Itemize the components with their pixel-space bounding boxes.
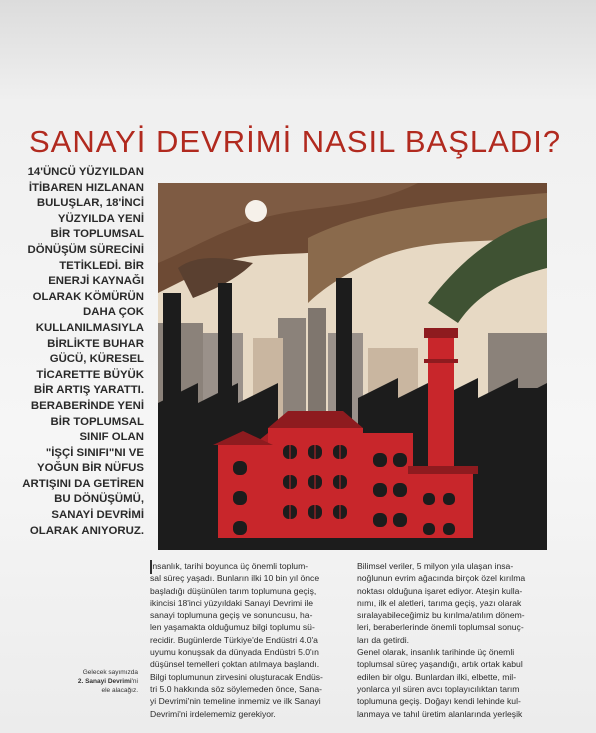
body-line: lanmaya ve tahıl üretim alanlarında yerleşik xyxy=(357,708,523,719)
body-line: Bilgi toplumunun zirvesini oluşturacak Endüs- xyxy=(150,671,323,682)
body-line: ları da getirdi. xyxy=(357,634,410,645)
intro-line: BİR ARTIŞ YARATTI. xyxy=(33,384,144,397)
intro-line: TETİKLEDİ. BİR xyxy=(59,259,144,272)
intro-line: DÖNÜŞÜM SÜRECİNİ xyxy=(27,243,144,256)
body-line: yonlarca yıl süren avcı toplayıcılıktan tarım xyxy=(357,683,520,694)
intro-line: İTİBAREN HIZLANAN xyxy=(28,181,144,194)
caption-suffix: 'ni xyxy=(131,678,138,685)
intro-line: BERABERİNDE YENİ xyxy=(30,399,144,412)
intro-line: OLARAK KÖMÜRÜN xyxy=(32,290,144,303)
intro-line: ARTIŞINI DA GETİREN xyxy=(22,477,144,490)
intro-line: ENERJİ KAYNAĞI xyxy=(48,275,144,288)
body-line: nımı, ilk el aletleri, tarıma geçiş, yazı olarak xyxy=(357,597,522,608)
intro-line: SINIF OLAN xyxy=(79,431,144,444)
body-line: noktası olduğuna işaret ediyor. Ateşin kulla- xyxy=(357,585,523,596)
body-line: len yaşamakta olduğumuz bilgi toplumu sü- xyxy=(150,622,315,633)
caption-line-3: ele alacağız. xyxy=(101,687,138,694)
intro-line: "İŞÇİ SINIFI"NI VE xyxy=(45,446,144,459)
body-column-left xyxy=(150,560,340,720)
body-line: Bilimsel veriler, 5 milyon yıla ulaşan insa- xyxy=(357,561,514,571)
intro-line: TİCARETTE BÜYÜK xyxy=(36,368,144,381)
intro-line: GÜCÜ, KÜRESEL xyxy=(49,353,144,366)
body-line: edilen bir olgu. Bunlardan ilki, elbette, mil- xyxy=(357,671,517,682)
intro-line: YOĞUN BİR NÜFUS xyxy=(37,462,144,475)
intro-line: BİR TOPLUMSAL xyxy=(50,415,144,428)
intro-line: OLARAK ANIYORUZ. xyxy=(29,524,144,537)
page-title: SANAYİ DEVRİMİ NASIL BAŞLADI? xyxy=(29,124,562,159)
intro-line: YÜZYILDA YENİ xyxy=(57,212,144,225)
next-issue-caption xyxy=(58,668,138,695)
body-line: düşünsel temelleri çoktan atılmaya başlandı. xyxy=(150,659,320,670)
body-line: recidir. Bugünlerde Türkiye'de Endüstri 4.0'a xyxy=(150,634,318,645)
body-line: tri 5.0 hakkında söz söylemeden önce, Sana- xyxy=(150,683,322,694)
intro-line: KULLANILMASIYLA xyxy=(35,321,144,334)
body-line: ikincisi 18'inci yüzyıldaki Sanayi Devrimi ile xyxy=(150,597,314,608)
intro-line: 14'ÜNCÜ YÜZYILDAN xyxy=(27,166,144,178)
intro-line: BU DÖNÜŞÜMÜ, xyxy=(54,493,144,506)
caption-bold: 2. Sanayi Devrimi xyxy=(77,678,132,685)
body-line: İnsanlık, tarihi boyunca üç önemli toplum- xyxy=(150,561,309,571)
body-column-right xyxy=(357,560,557,720)
intro-line: BİR TOPLUMSAL xyxy=(50,228,144,241)
body-line: sanayi toplumuna geçiş ve sonuncusu, ha- xyxy=(150,610,313,621)
body-line: sal süreç yaşadı. Bunların ilki 10 bin yıl önce xyxy=(150,573,320,584)
body-line: Devrimi'ni irdelememiz gerekiyor. xyxy=(150,708,276,719)
body-line: sıralayabileceğimiz bu kırılma/atılım dönem- xyxy=(357,610,525,621)
body-line: toplumuna geçiş. Doğayı kendi lehinde kul- xyxy=(357,696,521,707)
factory-illustration xyxy=(158,183,547,550)
body-line: noğlunun evrim ağacında birçok özel kırılma xyxy=(357,573,526,584)
body-line: leri, beraberlerinde önemli toplumsal sonuç- xyxy=(357,622,524,633)
intro-line: DAHA ÇOK xyxy=(83,306,144,319)
body-line: yi Devrimi'nin temeline inmemiz ve ilk Sanayi xyxy=(150,696,321,707)
body-line: uyumu konuşsak da dünyada Endüstri 5.0'ın xyxy=(150,647,319,658)
body-line: toplumsal süreç yaşandığı, artık ortak kabul xyxy=(357,659,523,670)
caption-line-2 xyxy=(58,677,138,686)
intro-line: SANAYİ DEVRİMİ xyxy=(51,509,144,522)
body-line: başladığı düşünülen tarım toplumuna geçiş, xyxy=(150,585,317,596)
intro-line: BULUŞLAR, 18'İNCİ xyxy=(36,197,144,210)
caption-line-1: Gelecek sayımızda xyxy=(82,669,138,676)
intro-line: BİRLİKTE BUHAR xyxy=(47,337,144,350)
intro-text xyxy=(0,165,144,539)
body-line: Genel olarak, insanlık tarihinde üç önemli xyxy=(357,647,515,658)
